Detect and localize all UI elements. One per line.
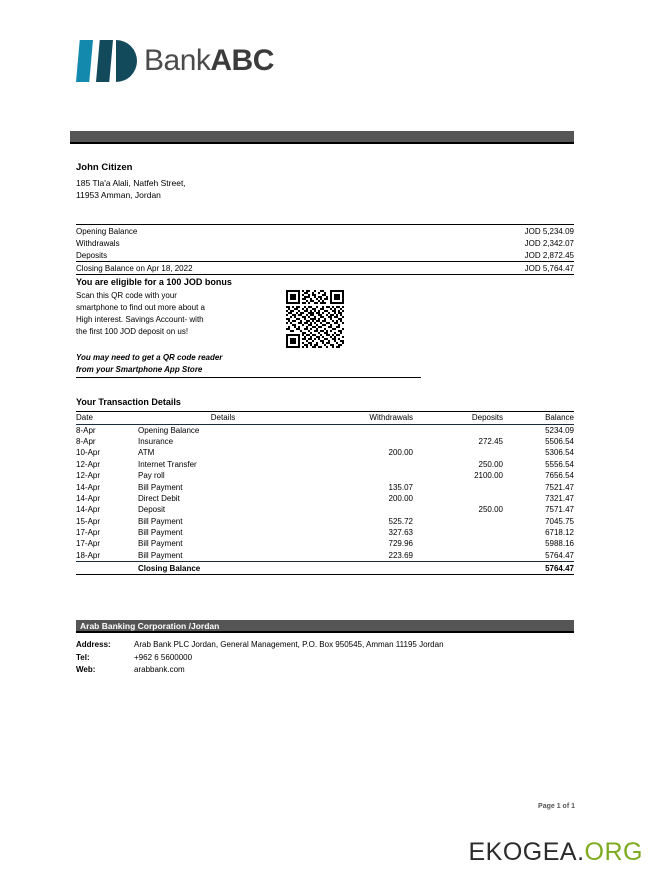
cell-date: 17-Apr	[76, 539, 101, 549]
bank-contact-table	[76, 639, 444, 677]
transaction-section-title: Your Transaction Details	[76, 397, 181, 407]
customer-name: John Citizen	[76, 162, 133, 173]
closing-balance-row	[76, 562, 574, 575]
cell-withdrawals	[308, 504, 413, 515]
bonus-line-1: Scan this QR code with your	[76, 291, 177, 300]
bank-logo-text	[144, 44, 274, 78]
customer-address-block	[76, 162, 186, 202]
contact-row-address	[76, 639, 444, 652]
cell-withdrawals: 200.00	[388, 448, 413, 458]
customer-address-line-1: 185 Tla'a Alali, Natfeh Street,	[76, 177, 186, 188]
customer-address-line-2: 11953 Amman, Jordan	[76, 190, 161, 201]
qr-reader-note	[76, 352, 306, 375]
bonus-promo-block	[76, 277, 574, 375]
cell-date: 14-Apr	[76, 493, 101, 503]
qr-note-line-1: You may need to get a QR code reader	[76, 353, 223, 362]
cell-details: Direct Debit	[138, 493, 180, 503]
table-row	[76, 424, 574, 436]
column-header-deposits: Deposits	[471, 413, 503, 422]
cell-details: Opening Balance	[138, 425, 200, 435]
transaction-table-head	[76, 412, 574, 424]
cell-withdrawals: 200.00	[388, 493, 413, 503]
column-header-balance: Balance	[545, 413, 574, 422]
summary-value: JOD 2,872.45	[426, 249, 574, 262]
site-watermark	[469, 838, 644, 867]
web-label: Web:	[76, 665, 96, 674]
account-summary	[76, 224, 574, 275]
cell-deposits	[413, 550, 503, 562]
bonus-line-4: the first 100 JOD deposit on us!	[76, 327, 189, 336]
qr-note-line-2: from your Smartphone App Store	[76, 364, 203, 374]
page-number: Page 1 of 1	[538, 803, 575, 810]
cell-deposits	[413, 516, 503, 527]
table-row	[76, 493, 574, 504]
cell-details: Bill Payment	[138, 539, 183, 549]
cell-withdrawals: 135.07	[388, 482, 413, 492]
cell-balance: 7521.47	[545, 482, 574, 492]
column-header-details: Details	[210, 413, 236, 422]
cell-date: 18-Apr	[76, 550, 101, 560]
cell-balance: 5306.54	[545, 448, 574, 458]
cell-date: 14-Apr	[76, 482, 101, 492]
cell-withdrawals	[308, 459, 413, 470]
bank-abc-logo-icon	[76, 40, 136, 82]
cell-date: 12-Apr	[76, 459, 101, 469]
cell-deposits	[413, 424, 503, 436]
cell-date: 17-Apr	[76, 528, 101, 538]
cell-details: Bill Payment	[138, 550, 183, 560]
cell-details: ATM	[138, 448, 155, 458]
table-row	[76, 447, 574, 458]
cell-date: 15-Apr	[76, 516, 101, 526]
cell-balance: 7571.47	[545, 505, 574, 515]
bank-footer-title-bar	[76, 620, 574, 633]
cell-balance: 6718.12	[545, 528, 574, 538]
address-label: Address:	[76, 640, 111, 649]
bonus-line-3: High interest. Savings Account- with	[76, 315, 204, 324]
transaction-title-wrap	[76, 392, 574, 412]
qr-code-icon[interactable]	[286, 290, 344, 348]
cell-balance: 7656.54	[545, 471, 574, 481]
cell-details: Bill Payment	[138, 482, 183, 492]
column-header-date: Date	[76, 413, 93, 422]
column-header-withdrawals: Withdrawals	[369, 413, 413, 422]
cell-withdrawals	[308, 470, 413, 481]
bank-footer-title: Arab Banking Corporation /Jordan	[80, 621, 220, 631]
bank-logo	[76, 40, 274, 82]
summary-value: JOD 5,764.47	[426, 262, 574, 275]
transaction-header-row	[76, 412, 574, 424]
transaction-details-section	[76, 392, 574, 575]
cell-date: 14-Apr	[76, 505, 101, 515]
bonus-title: You are eligible for a 100 JOD bonus	[76, 277, 232, 287]
cell-balance: 7045.75	[545, 516, 574, 526]
summary-label: Withdrawals	[76, 238, 120, 248]
summary-value: JOD 2,342.07	[524, 238, 574, 248]
cell-deposits	[413, 538, 503, 549]
table-row	[76, 527, 574, 538]
cell-details: Pay roll	[138, 471, 165, 481]
table-row	[76, 516, 574, 527]
header-divider-bar	[70, 131, 574, 144]
cell-details: Bill Payment	[138, 516, 183, 526]
table-row	[76, 436, 574, 447]
cell-deposits: 272.45	[478, 437, 503, 447]
cell-balance: 5234.09	[545, 425, 574, 435]
cell-date: 8-Apr	[76, 437, 96, 447]
summary-label: Opening Balance	[76, 225, 426, 238]
cell-balance: 5506.54	[545, 437, 574, 447]
cell-deposits	[413, 527, 503, 538]
logo-word-abc: ABC	[210, 44, 274, 77]
bonus-line-2: smartphone to find out more about a	[76, 303, 205, 312]
cell-balance: 5556.54	[545, 459, 574, 469]
qr-code-svg	[286, 290, 344, 348]
cell-withdrawals: 223.69	[388, 550, 413, 560]
cell-withdrawals: 525.72	[388, 516, 413, 526]
table-row	[76, 538, 574, 549]
cell-date: 12-Apr	[76, 471, 101, 481]
watermark-part-2: ORG	[584, 838, 643, 866]
summary-row-withdrawals	[76, 237, 574, 249]
cell-deposits	[413, 493, 503, 504]
logo-word-bank: Bank	[144, 44, 211, 77]
cell-balance: 5764.47	[545, 550, 574, 560]
tel-value: +962 6 5600000	[134, 652, 193, 662]
cell-withdrawals: 327.63	[388, 528, 413, 538]
table-row	[76, 459, 574, 470]
cell-withdrawals	[308, 424, 413, 436]
account-summary-table	[76, 224, 574, 275]
contact-row-web	[76, 664, 444, 677]
summary-row-opening-balance	[76, 225, 574, 238]
closing-balance-value: 5764.47	[545, 563, 574, 573]
address-value: Arab Bank PLC Jordan, General Management, P.O. Box 950545, Amman 11195 Jordan	[134, 640, 444, 649]
cell-deposits: 250.00	[478, 459, 503, 469]
cell-details: Bill Payment	[138, 528, 183, 538]
transaction-table-body	[76, 424, 574, 575]
cell-withdrawals	[308, 436, 413, 447]
summary-label: Closing Balance on Apr 18, 2022	[76, 262, 426, 275]
table-row	[76, 481, 574, 492]
cell-deposits	[413, 481, 503, 492]
summary-label: Deposits	[76, 249, 426, 262]
cell-date: 8-Apr	[76, 425, 96, 435]
closing-balance-label: Closing Balance	[138, 563, 201, 573]
cell-withdrawals: 729.96	[388, 539, 413, 549]
cell-date: 10-Apr	[76, 448, 101, 458]
cell-details: Internet Transfer	[138, 459, 197, 469]
bonus-section-divider	[76, 377, 421, 378]
bank-contact-info	[76, 639, 444, 677]
contact-row-tel	[76, 652, 444, 665]
table-row	[76, 470, 574, 481]
table-row	[76, 550, 574, 562]
cell-deposits: 2100.00	[474, 471, 503, 481]
tel-label: Tel:	[76, 652, 90, 662]
cell-details: Deposit	[138, 505, 166, 515]
summary-row-closing-balance	[76, 262, 574, 275]
bonus-description	[76, 290, 276, 338]
web-value[interactable]: arabbank.com	[134, 665, 185, 674]
cell-deposits: 250.00	[478, 505, 503, 515]
cell-balance: 5988.16	[545, 539, 574, 549]
table-row	[76, 504, 574, 515]
watermark-part-1: EKOGEA.	[468, 838, 585, 866]
summary-value: JOD 5,234.09	[426, 225, 574, 238]
cell-deposits	[413, 447, 503, 458]
transaction-table	[76, 412, 574, 575]
cell-details: Insurance	[138, 437, 174, 447]
cell-balance: 7321.47	[545, 493, 574, 503]
summary-row-deposits	[76, 249, 574, 262]
